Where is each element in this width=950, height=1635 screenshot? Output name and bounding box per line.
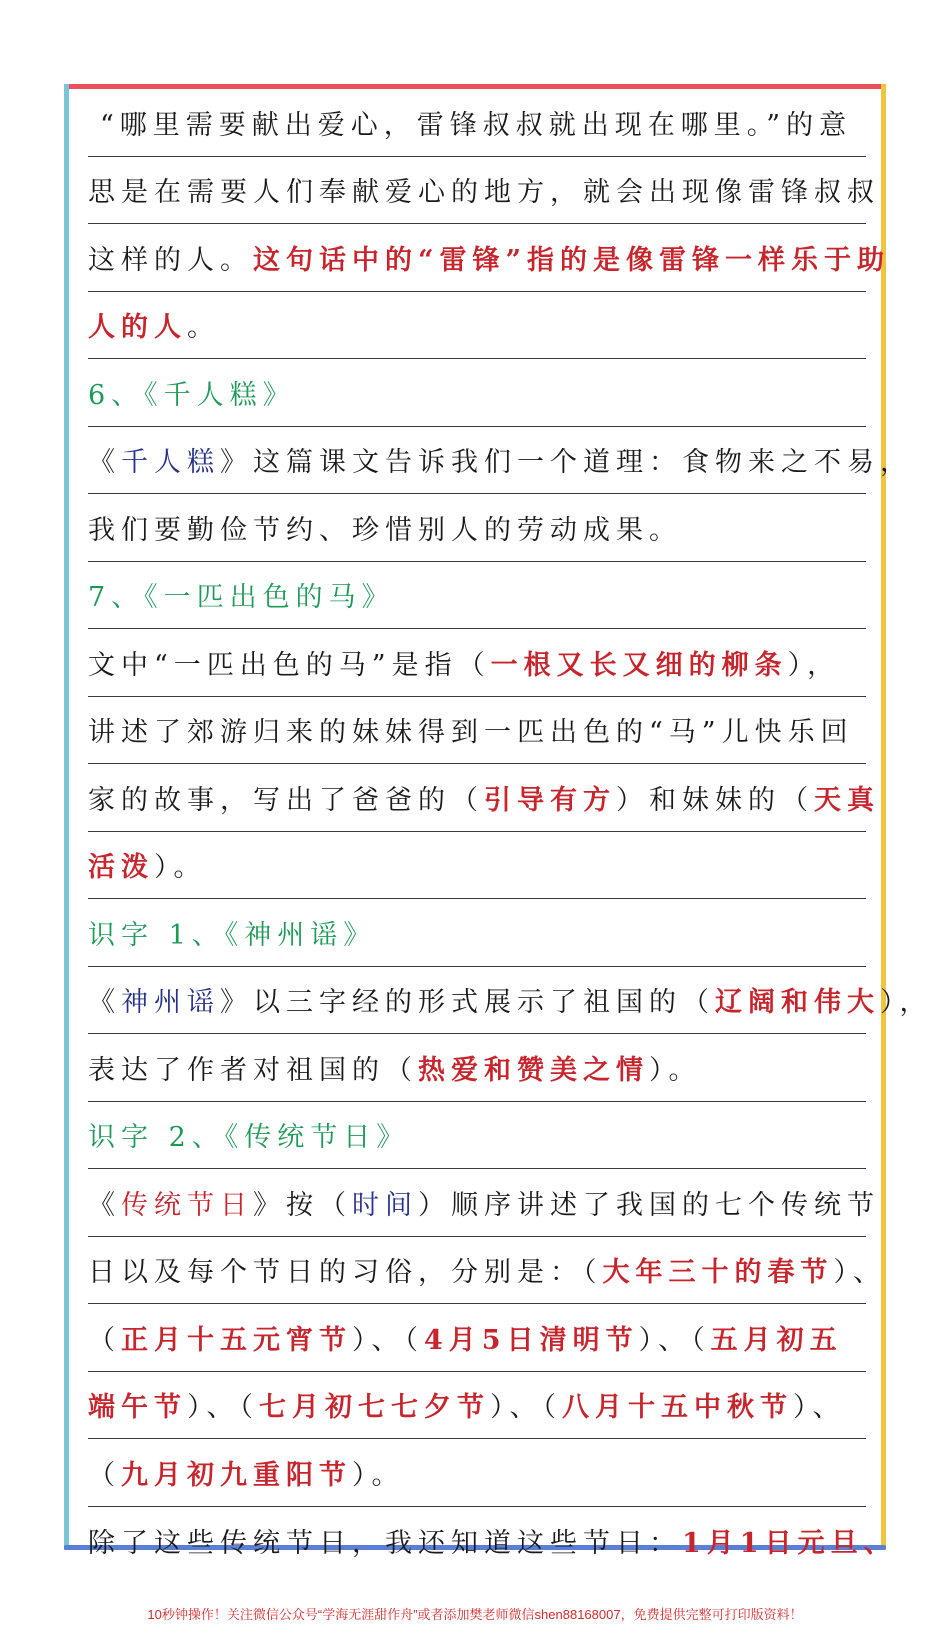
text-line xyxy=(88,697,866,765)
text-line xyxy=(88,1507,897,1575)
text-segment: 》按（ xyxy=(253,1189,352,1221)
text-line xyxy=(88,1169,880,1237)
text-segment: 我们要勤俭节约、珍惜别人的劳动成果。 xyxy=(88,514,682,546)
text-segment: 》这篇课文告诉我们一个道理：食物来之不易， xyxy=(220,447,913,479)
answer-text: 八月十五中秋节 xyxy=(562,1392,793,1424)
text-line xyxy=(88,292,866,360)
text-segment: 表达了作者对祖国的（ xyxy=(88,1054,418,1086)
footer-note: 10秒钟操作！关注微信公众号“学海无涯甜作舟”或者添加樊老师微信shen88168007，免费提供完整可打印版资料！ xyxy=(147,1607,803,1622)
answer-text: 七月初七七夕节 xyxy=(259,1392,490,1424)
answer-text: 引导有方 xyxy=(484,784,616,816)
text-segment: ）、 xyxy=(833,1257,886,1289)
answer-text: 1月1日元旦、 xyxy=(682,1527,897,1559)
text-segment: ）。 xyxy=(649,1054,702,1086)
text-segment: 千人糕 xyxy=(121,447,220,479)
section-heading: 7、《一匹出色的马》 xyxy=(88,582,395,614)
text-segment: 讲述了郊游归来的妹妹得到一匹出色的“马”儿快乐回 xyxy=(88,717,854,749)
text-segment: ）和妹妹的（ xyxy=(616,784,814,816)
text-segment: 日以及每个节日的习俗，分别是：（ xyxy=(88,1257,603,1289)
text-segment: ）、 xyxy=(793,1392,846,1424)
text-line xyxy=(88,562,866,630)
text-segment: 思是在需要人们奉献爱心的地方，就会出现像雷锋叔叔 xyxy=(88,177,880,209)
answer-text: 热爱和赞美之情 xyxy=(418,1054,649,1086)
text-line xyxy=(88,832,866,900)
text-segment: ）， xyxy=(787,649,841,681)
answer-text: 一根又长又细的柳条 xyxy=(490,649,788,681)
text-line xyxy=(88,1102,866,1170)
section-heading: 识字 2、《传统节日》 xyxy=(88,1122,410,1154)
answer-text: 端午节 xyxy=(88,1392,187,1424)
answer-text: 正月十五元宵节 xyxy=(121,1324,352,1356)
text-segment: ）、（ xyxy=(187,1392,259,1424)
answer-text: 这句话中的“雷锋”指的是像雷锋一样乐于助 xyxy=(253,244,891,276)
ruled-text-area xyxy=(88,89,933,1574)
answer-text: 人的人 xyxy=(88,312,187,344)
text-segment: ）。 xyxy=(352,1459,405,1491)
answer-text: 九月初九重阳节 xyxy=(121,1459,352,1491)
text-segment: ）、（ xyxy=(352,1324,424,1356)
text-line xyxy=(88,494,866,562)
text-line xyxy=(88,89,866,157)
text-segment: 。 xyxy=(187,312,220,344)
answer-text: 4月5日清明节 xyxy=(424,1324,639,1356)
answer-text: 天真 xyxy=(814,784,880,816)
text-segment: 传统节日 xyxy=(121,1189,253,1221)
answer-text: 大年三十的春节 xyxy=(602,1257,834,1289)
worksheet-frame xyxy=(64,84,933,1559)
section-heading: 6、《千人糕》 xyxy=(88,379,296,411)
answer-text: 活泼 xyxy=(88,852,154,884)
text-segment: （ xyxy=(88,1459,121,1491)
text-segment: 家的故事，写出了爸爸的（ xyxy=(88,784,484,816)
text-line xyxy=(88,427,913,495)
answer-text: 五月初五 xyxy=(710,1324,843,1356)
text-segment: 《 xyxy=(88,1189,121,1221)
text-segment: 这样的人。 xyxy=(88,244,253,276)
text-segment: 除了这些传统节日，我还知道这些节日： xyxy=(88,1527,682,1559)
text-line xyxy=(88,1372,866,1440)
text-segment: ）、（ xyxy=(490,1392,562,1424)
left-border xyxy=(64,84,69,1550)
text-segment: ）顺序讲述了我国的七个传统节 xyxy=(418,1189,880,1221)
text-segment: 文中“一匹出色的马”是指（ xyxy=(88,649,491,681)
answer-text: 辽阔和伟大 xyxy=(715,987,880,1019)
text-line xyxy=(88,899,866,967)
text-line xyxy=(88,1237,886,1305)
text-line xyxy=(88,967,933,1035)
text-line xyxy=(88,1034,866,1102)
text-line xyxy=(88,764,880,832)
text-segment: 神州谣 xyxy=(121,987,220,1019)
text-segment: 《 xyxy=(88,447,121,479)
text-line xyxy=(88,157,880,225)
text-segment: 《 xyxy=(88,987,121,1019)
text-segment: 》以三字经的形式展示了祖国的（ xyxy=(220,987,715,1019)
text-segment: ）， xyxy=(880,987,933,1019)
right-border xyxy=(881,84,886,1550)
text-segment: （ xyxy=(88,1324,121,1356)
text-line xyxy=(88,359,866,427)
section-heading: 识字 1、《神州谣》 xyxy=(88,919,377,951)
text-line xyxy=(88,1304,866,1372)
text-segment: ）。 xyxy=(154,852,207,884)
text-segment: “哪里需要献出爱心，雷锋叔叔就出现在哪里。”的意 xyxy=(100,109,853,141)
text-segment: ）、（ xyxy=(638,1324,711,1356)
text-line xyxy=(88,1439,866,1507)
text-line xyxy=(88,224,891,292)
text-line xyxy=(88,629,866,697)
text-segment: 时间 xyxy=(352,1189,418,1221)
